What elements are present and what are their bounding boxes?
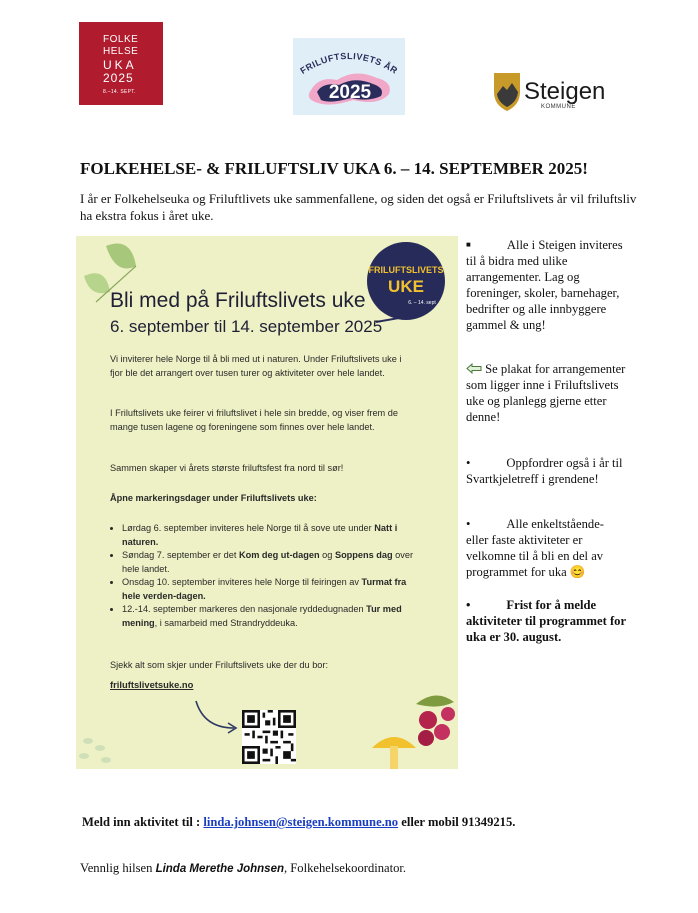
logo-line-folke: FOLKE: [103, 34, 139, 45]
bullet-icon: •: [466, 456, 471, 470]
poster-event-list: [110, 522, 422, 630]
logo-line-dates: 8.–14. SEPT.: [103, 89, 136, 95]
list-item: • 12.-14. september markeres den nasjonale ryddedugnaden Tur med mening, i samarbeid med Strandryddeuka.: [122, 603, 422, 630]
right-bullet-4: • Alle enkeltstående- eller faste aktiviteter er velkomne til å bli en del av programmet for uka 😊: [466, 517, 604, 579]
logo-line-year: 2025: [103, 71, 134, 85]
badge-line1: FRILUFTSLIVETS: [368, 265, 444, 275]
friluftslivets-uke-badge: [367, 242, 445, 322]
poster-list-title: Åpne markeringsdager under Friluftslivets uke:: [110, 493, 317, 503]
poster-headline: Bli med på Friluftslivets uke: [110, 289, 366, 312]
poster-paragraph-1: Vi inviterer hele Norge til å bli med ut i naturen. Under Friluftslivets uke i fjor ble det arrangert over tusen turer og aktiviteter over hele landet.: [110, 354, 402, 378]
steigen-crest-icon: [493, 72, 521, 112]
bullet-icon: •: [466, 517, 471, 531]
friluftslivets-uke-poster: [76, 236, 458, 769]
friluftslivets-ar-logo: [293, 38, 405, 115]
leaf-decoration: [84, 273, 110, 293]
intro-text: I år er Folkehelseuka og Friluftlivets uke sammenfallene, og siden det også er Friluftslivets år vil friluftsliv ha ekstra fokus i året uke.: [80, 191, 637, 223]
right-bullet-1: ■ Alle i Steigen inviteres til å bidra med ulike arrangementer. Lag og foreninger, skoler, barnehager, bedrifter og alle innbyggere gammel & ung!: [466, 238, 623, 332]
right-bullet-3: • Oppfordrer også i år til Svartkjeletreff i grendene!: [466, 456, 623, 486]
poster-dates: 6. september til 14. september 2025: [110, 317, 383, 336]
leaf-decoration: [106, 244, 136, 269]
svg-text:FRILUFTSLIVETS ÅR: [298, 51, 399, 76]
left-arrow-icon: [466, 363, 482, 374]
footprint-decoration: [83, 738, 93, 744]
right-bullet-2: Se plakat for arrangementer som ligger inne i Friluftslivets uke og planlegg gjerne etter denne!: [466, 362, 626, 424]
badge-line2: UKE: [388, 277, 424, 296]
contact-line: Meld inn aktivitet til : linda.johnsen@steigen.kommune.no eller mobil 91349215.: [82, 815, 516, 829]
qr-code[interactable]: [242, 710, 296, 764]
page-title: FOLKEHELSE- & FRILUFTSLIV UKA 6. – 14. SEPTEMBER 2025!: [80, 159, 588, 178]
sender-name: Linda Merethe Johnsen: [155, 863, 284, 875]
steigen-name: Steigen: [524, 78, 606, 105]
closing-line: Vennlig hilsen Linda Merethe Johnsen, Folkehelsekoordinator.: [80, 861, 407, 875]
email-link[interactable]: linda.johnsen@steigen.kommune.no: [203, 815, 399, 829]
steigen-kommune-logo: [493, 72, 625, 116]
badge-date: 6. – 14. sept: [408, 300, 436, 306]
logo-line-uka: UKA: [103, 58, 137, 72]
logo-arc-text: FRILUFTSLIVETS ÅR: [298, 50, 400, 76]
poster-url-link[interactable]: friluftslivetsuke.no: [110, 679, 194, 690]
steigen-kommune-label: KOMMUNE: [541, 104, 576, 110]
logo-year: 2025: [328, 82, 372, 103]
list-item: • Lørdag 6. september inviteres hele Norge til å sove ute under Natt i naturen.: [122, 522, 422, 549]
list-item: • Søndag 7. september er det Kom deg ut-dagen og Soppens dag over hele landet.: [122, 549, 422, 576]
poster-paragraph-2: I Friluftslivets uke feirer vi friluftslivet i hele sin bredde, og viser frem de mange tusen lagene og foreningene som finnes over hele landet.: [110, 408, 398, 432]
poster-check-text: Sjekk alt som skjer under Friluftslivets uke der du bor:: [110, 660, 329, 670]
berry-decoration: [419, 711, 437, 729]
bullet-icon: •: [466, 598, 471, 612]
poster-paragraph-3: Sammen skaper vi årets største friluftsfest fra nord til sør!: [110, 463, 344, 473]
logo-line-helse: HELSE: [103, 46, 139, 57]
friluftslivets-ar-graphic: [293, 38, 405, 115]
square-bullet-icon: ■: [466, 240, 471, 249]
right-bullet-5: • Frist for å melde aktiviteter til programmet for uka er 30. august.: [466, 598, 626, 644]
folkehelseuka-logo: [79, 22, 163, 105]
list-item: • Onsdag 10. september inviteres hele Norge til feiringen av Turmat fra hele verden-dagen.: [122, 576, 422, 603]
